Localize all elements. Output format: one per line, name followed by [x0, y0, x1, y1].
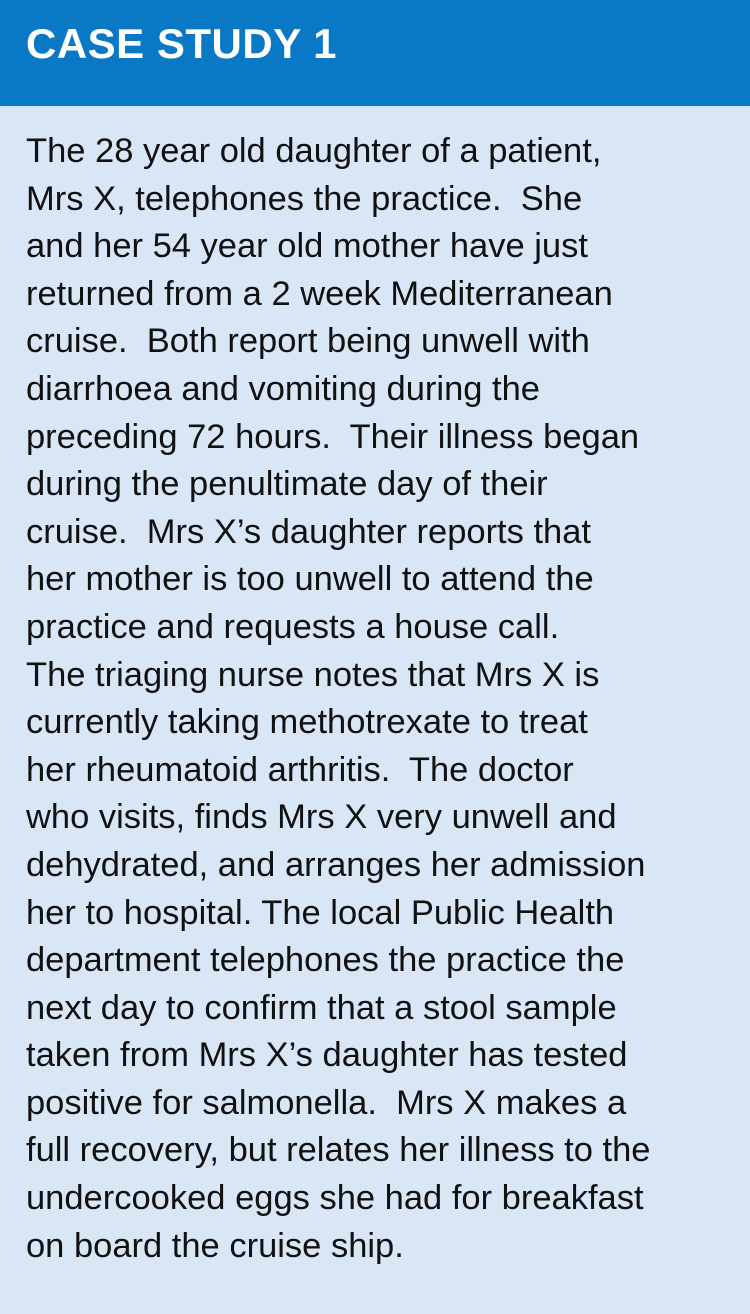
case-text-line: her mother is too unwell to attend the	[26, 560, 594, 599]
case-text-line: who visits, finds Mrs X very unwell and	[26, 798, 617, 837]
case-text-line: The 28 year old daughter of a patient,	[26, 132, 602, 170]
case-text-line: cruise. Mrs X’s daughter reports that	[26, 512, 592, 551]
case-study-title: CASE STUDY 1	[26, 20, 337, 67]
case-text-line: cruise. Both report being unwell with	[26, 322, 590, 361]
case-text-line: her to hospital. The local Public Health	[26, 893, 615, 932]
case-text-line: currently taking methotrexate to treat	[26, 703, 588, 742]
case-text-line: her rheumatoid arthritis. The doctor	[26, 750, 574, 789]
case-text-line: practice and requests a house call.	[26, 607, 560, 646]
case-study-header	[0, 0, 750, 106]
case-text-line: positive for salmonella. Mrs X makes a	[26, 1083, 627, 1122]
case-text-line: taken from Mrs X’s daughter has tested	[26, 1036, 628, 1075]
case-text-line: Mrs X, telephones the practice. She	[26, 179, 583, 218]
case-text-line: full recovery, but relates her illness to the	[26, 1131, 651, 1170]
case-text-line: on board the cruise ship.	[26, 1226, 404, 1265]
case-text-line: returned from a 2 week Mediterranean	[26, 274, 613, 313]
case-text-line: diarrhoea and vomiting during the	[26, 369, 540, 408]
case-text-line: during the penultimate day of their	[26, 465, 548, 504]
case-study-text	[26, 128, 741, 1270]
case-text-line: department telephones the practice the	[26, 941, 625, 980]
case-text-line: next day to confirm that a stool sample	[26, 988, 617, 1027]
case-text-line: and her 54 year old mother have just	[26, 227, 588, 266]
case-text-line: dehydrated, and arranges her admission	[26, 845, 646, 884]
case-text-line: preceding 72 hours. Their illness began	[26, 417, 640, 456]
case-text-line: The triaging nurse notes that Mrs X is	[26, 655, 600, 694]
case-text-line: undercooked eggs she had for breakfast	[26, 1179, 644, 1218]
